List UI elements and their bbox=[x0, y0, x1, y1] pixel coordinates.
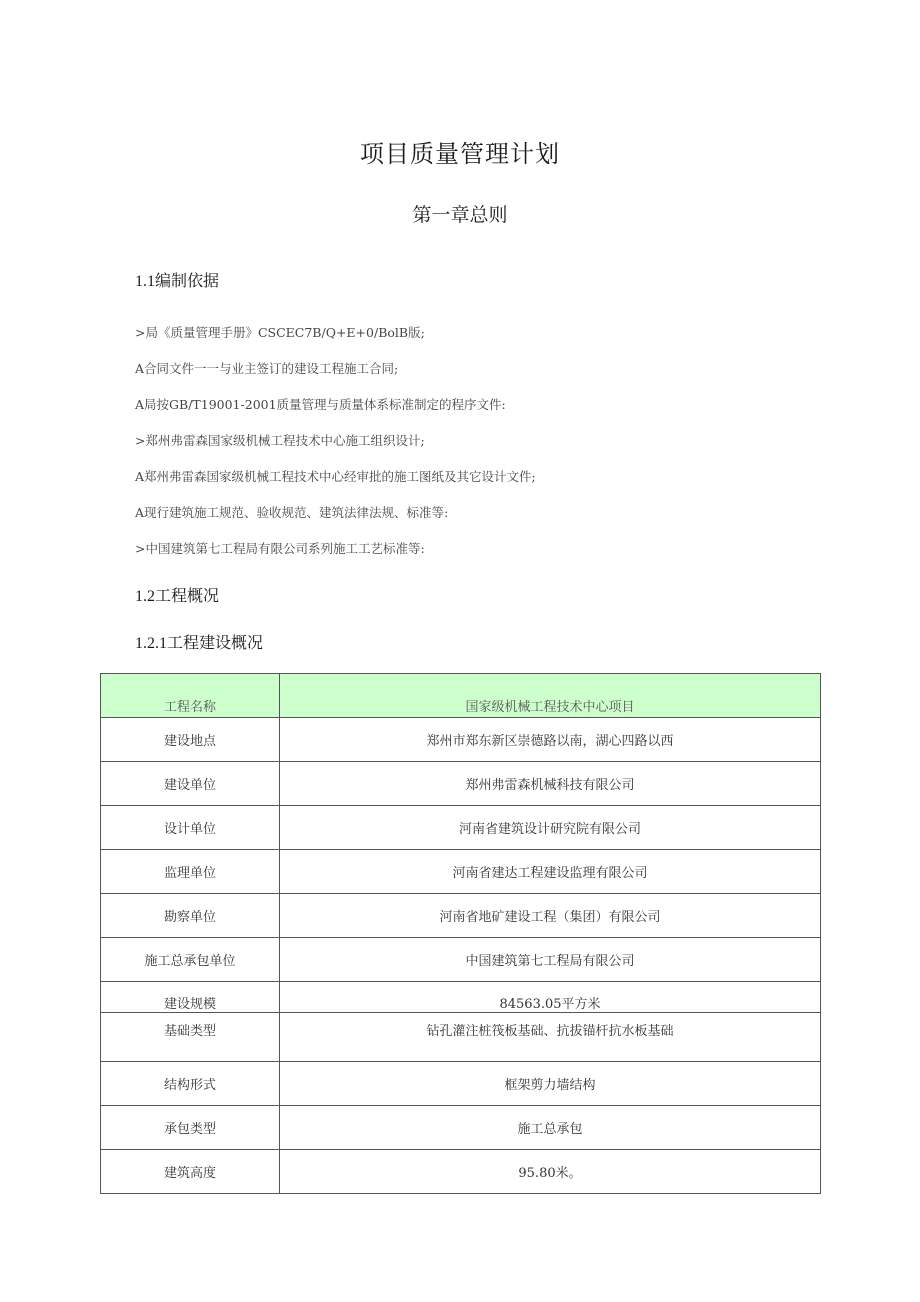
project-overview-table bbox=[100, 673, 821, 1194]
table-cell-value: 中国建筑第七工程局有限公司 bbox=[280, 938, 821, 982]
table-cell-value: 国家级机械工程技术中心项目 bbox=[280, 674, 821, 718]
table-cell-value: 施工总承包 bbox=[280, 1106, 821, 1150]
basis-list bbox=[135, 323, 536, 575]
section-label: 工程建设概况 bbox=[167, 633, 264, 652]
section-number: 1.2 bbox=[135, 588, 155, 605]
table-row bbox=[101, 1150, 821, 1194]
chapter-heading: 第一章总则 bbox=[412, 204, 508, 226]
section-heading-1-1 bbox=[135, 268, 219, 291]
table-cell-value: 郑州市郑东新区崇德路以南，湖心四路以西 bbox=[280, 718, 821, 762]
section-number: 1.2.1 bbox=[135, 635, 167, 652]
table-header-row bbox=[101, 674, 821, 718]
table-cell-key: 建设地点 bbox=[101, 718, 280, 762]
table-row bbox=[101, 1013, 821, 1062]
table-row bbox=[101, 762, 821, 806]
table-cell-key: 承包类型 bbox=[101, 1106, 280, 1150]
table-row bbox=[101, 718, 821, 762]
table-row bbox=[101, 1106, 821, 1150]
table-cell-key: 建设单位 bbox=[101, 762, 280, 806]
table-cell-key: 基础类型 bbox=[101, 1013, 280, 1062]
table-row bbox=[101, 938, 821, 982]
table-row bbox=[101, 1062, 821, 1106]
table-cell-key: 设计单位 bbox=[101, 806, 280, 850]
section-label: 编制依据 bbox=[155, 271, 220, 290]
table-row bbox=[101, 850, 821, 894]
table-cell-value: 84563.05平方米 bbox=[280, 982, 821, 1013]
list-item: >郑州弗雷森国家级机械工程技术中心施工组织设计; bbox=[135, 433, 425, 448]
list-item: >局《质量管理手册》CSCEC7B/Q+E+0/BolB版; bbox=[135, 325, 425, 340]
table-row bbox=[101, 982, 821, 1013]
section-number: 1.1 bbox=[135, 273, 155, 290]
table-row bbox=[101, 806, 821, 850]
list-item: A局按GB/T19001-2001质量管理与质量体系标准制定的程序文件: bbox=[135, 397, 506, 412]
list-item: A郑州弗雷森国家级机械工程技术中心经审批的施工图纸及其它设计文件; bbox=[135, 469, 536, 484]
table-cell-value: 河南省建达工程建设监理有限公司 bbox=[280, 850, 821, 894]
list-item: >中国建筑第七工程局有限公司系列施工工艺标准等: bbox=[135, 541, 425, 556]
table-cell-value: 郑州弗雷森机械科技有限公司 bbox=[280, 762, 821, 806]
table-cell-key: 结构形式 bbox=[101, 1062, 280, 1106]
table-cell-value: 河南省地矿建设工程（集团）有限公司 bbox=[280, 894, 821, 938]
table-cell-key: 勘察单位 bbox=[101, 894, 280, 938]
section-heading-1-2-1 bbox=[135, 630, 263, 653]
list-item: A合同文件一一与业主签订的建设工程施工合同; bbox=[135, 361, 399, 376]
table-cell-value: 框架剪力墙结构 bbox=[280, 1062, 821, 1106]
section-label: 工程概况 bbox=[155, 586, 220, 605]
table-cell-value: 钻孔灌注桩筏板基础、抗拔锚杆抗水板基础 bbox=[280, 1013, 821, 1062]
table-cell-key: 建设规模 bbox=[101, 982, 280, 1013]
list-item: A现行建筑施工规范、验收规范、建筑法律法规、标准等: bbox=[135, 505, 449, 520]
table-cell-key: 建筑高度 bbox=[101, 1150, 280, 1194]
table-cell-value: 95.80米。 bbox=[280, 1150, 821, 1194]
document-title: 项目质量管理计划 bbox=[360, 140, 560, 168]
table-cell-key: 监理单位 bbox=[101, 850, 280, 894]
table-cell-key: 工程名称 bbox=[101, 674, 280, 718]
table-cell-value: 河南省建筑设计研究院有限公司 bbox=[280, 806, 821, 850]
table-cell-key: 施工总承包单位 bbox=[101, 938, 280, 982]
table-row bbox=[101, 894, 821, 938]
section-heading-1-2 bbox=[135, 583, 219, 606]
